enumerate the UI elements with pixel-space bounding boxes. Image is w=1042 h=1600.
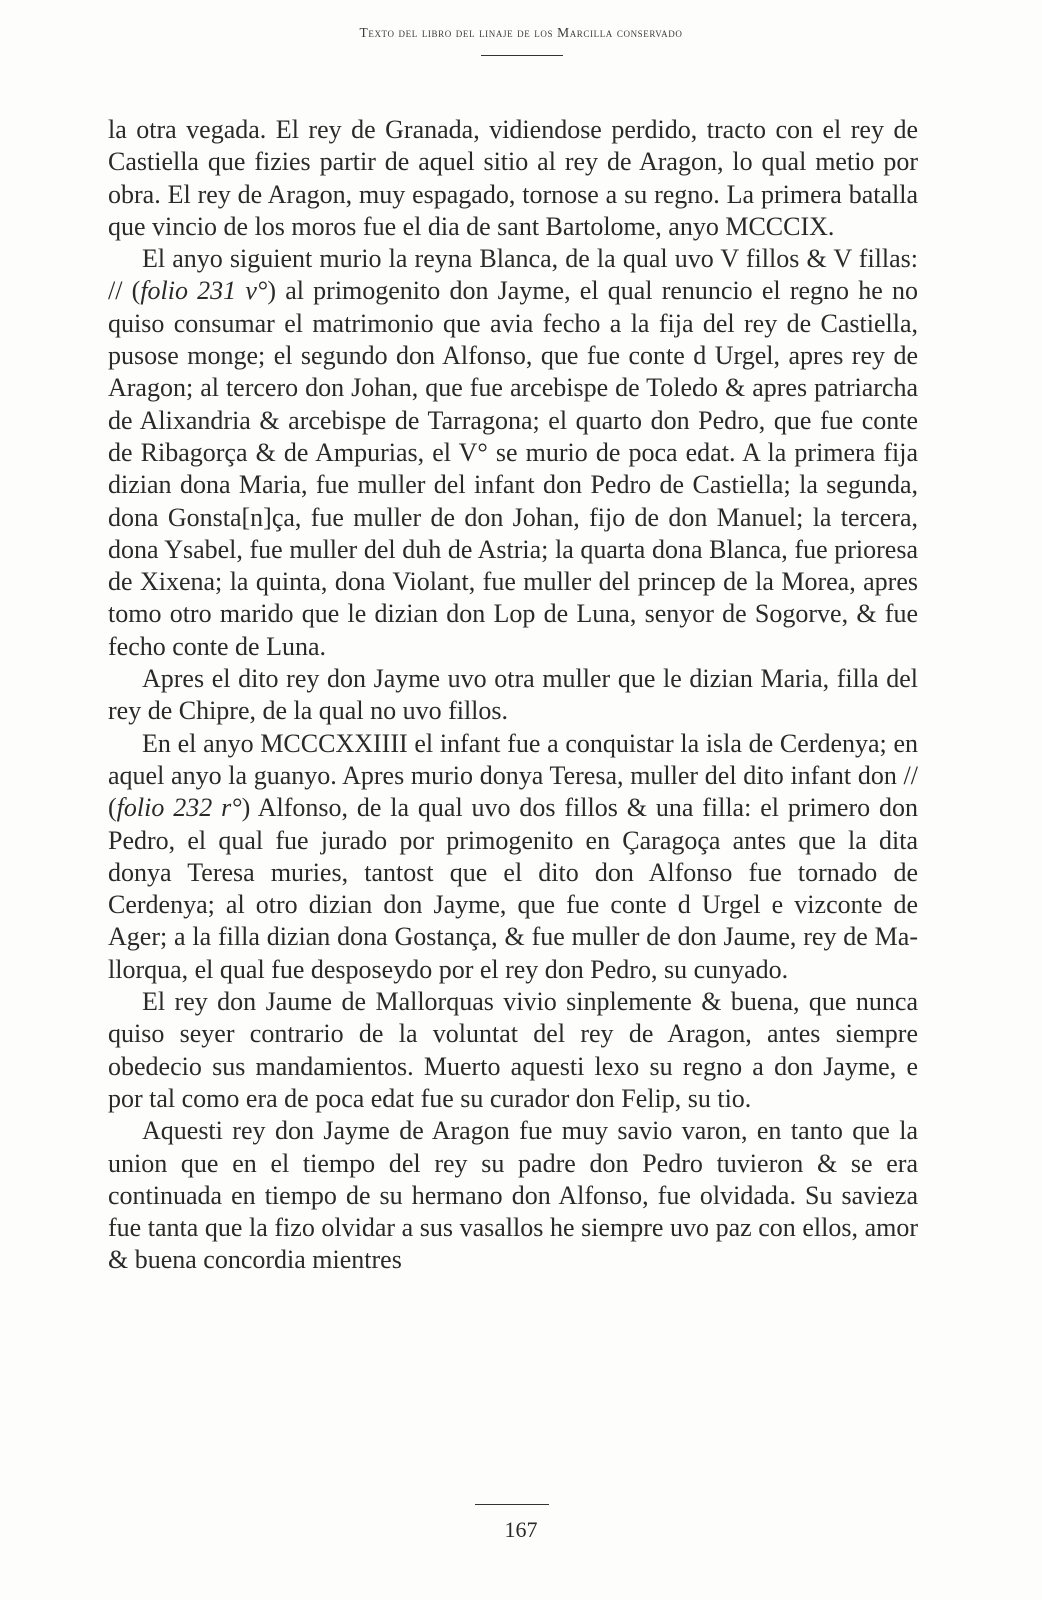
folio-reference: folio 232 r° — [116, 793, 242, 823]
paragraph — [108, 114, 918, 243]
footer-rule — [475, 1504, 549, 1505]
text-segment: El anyo siguient murio la reyna Blanca, de la qual uvo V fillos & V fillas: // ( — [108, 244, 918, 306]
folio-reference: folio 231 v° — [140, 276, 268, 306]
header-rule — [481, 55, 563, 56]
text-segment: El rey don Jaume de Mallorquas vivio sinplemente & buena, que nunca quiso seyer contrario de la voluntat del rey de Aragon, antes siempre obedecio sus mandamientos. Muerto aquesti lexo su regno a don Jayme, e por tal como era de poca edat fue su curador don Felip, su tio. — [108, 987, 918, 1113]
text-segment: Apres el dito rey don Jayme uvo otra muller que le dizian Maria, filla del rey de Chipre, de la qual no uvo fillos. — [108, 664, 918, 726]
page-number: 167 — [504, 1517, 538, 1542]
paragraph — [108, 728, 918, 986]
paragraph — [108, 1115, 918, 1276]
paragraph — [108, 243, 918, 663]
running-head: Texto del libro del linaje de los Marcilla conservado — [359, 25, 683, 40]
paragraph — [108, 986, 918, 1115]
text-segment: la otra vegada. El rey de Granada, vidiendose perdido, tracto con el rey de Castiella que fizies partir de aquel sitio al rey de Aragon, lo qual metio por obra. El rey de Aragon, muy espagado, tornose a su regno. La primera batalla que vincio de los moros fue el dia de sant Bartolome, anyo MCCCIX. — [108, 115, 918, 241]
text-segment: Aquesti rey don Jayme de Aragon fue muy savio varon, en tanto que la union que en el tiempo del rey su padre don Pedro tuvieron & se era continuada en tiempo de su hermano don Alfonso, fue olvidada. Su savieza fue tanta que la fizo olvidar a sus vasallos he siempre uvo paz con ellos, amor & buena concordia mientres — [108, 1116, 918, 1275]
text-segment: ) al primogenito don Jayme, el qual renuncio el regno he no quiso consumar el matrimonio que avia fecho a la fija del rey de Castiella, pusose monge; el segundo don Alfonso, que fue conte d Urgel, apres rey de Aragon; al tercero don Johan, que fue arcebispe de Toledo & apres patriarcha de Alixandria & arcebispe de Tarragona; el quarto don Pedro, que fue conte de Ribagorça & de Ampurias, el V° se murio de poca edat. A la primera fija dizian dona Maria, fue muller del infant don Pedro de Castiella; la segunda, dona Gonsta[n]ça, fue muller de don Johan, fijo de don Manuel; la tercera, dona Ysabel, fue muller del duh de Astria; la quarta dona Blanca, fue prioresa de Xixena; la quinta, dona Violant, fue muller del princep de la Morea, apres tomo otro marido que le dizian don Lop de Luna, senyor de Sogorve, & fue fecho conte de Luna. — [108, 276, 918, 661]
paragraph — [108, 663, 918, 728]
body-text — [108, 114, 918, 1277]
text-segment: ) Alfonso, de la qual uvo dos fillos & una filla: el primero don Pedro, el qual fue jurado por primogenito en Çaragoça antes que la dita donya Teresa muries, tantost que el dito don Alfonso fue tornado de Cerdenya; al otro dizian don Jayme, que fue conte d Urgel e vizconte de Ager; a la filla dizian dona Gostança, & fue muller de don Jaume, rey de Mallorqua, el qual fue desposeydo por el rey don Pedro, su cunyado. — [108, 793, 919, 984]
text-segment: En el anyo MCCCXXIIII el infant fue a conquistar la isla de Cerdenya; en aquel anyo la guanyo. Apres murio donya Teresa, muller del dito infant don // ( — [108, 728, 918, 823]
